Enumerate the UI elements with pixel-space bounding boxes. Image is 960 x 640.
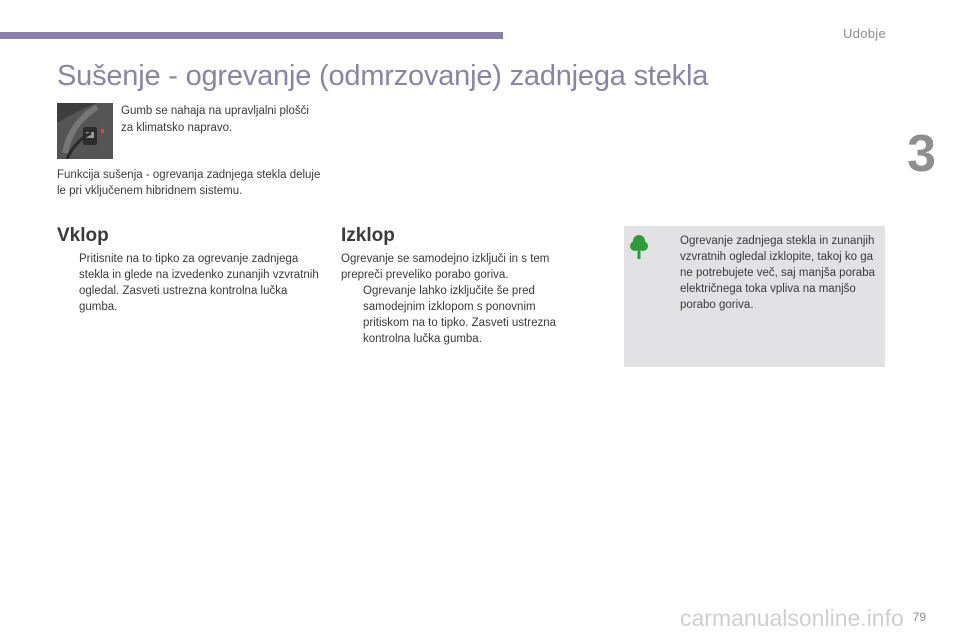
vklop-heading: Vklop <box>57 225 109 246</box>
section-name: Udobje <box>843 26 886 41</box>
page-title: Sušenje - ogrevanje (odmrzovanje) zadnjega stekla <box>57 60 709 92</box>
thumbnail-caption: Gumb se nahaja na upravljalni plošči za klimatsko napravo. <box>121 105 309 134</box>
izklop-heading: Izklop <box>341 225 395 246</box>
list-item <box>57 251 319 315</box>
page-number: 79 <box>912 610 926 624</box>
list-item <box>658 233 878 313</box>
defrost-button-photo <box>57 103 113 159</box>
izklop-text: Ogrevanje se samodejno izključi in s tem prepreči preveliko porabo goriva. <box>341 253 550 281</box>
eco-tip-box <box>624 226 885 367</box>
intro-text: Funkcija sušenja - ogrevanja zadnjega stekla deluje le pri vključenem hibridnem sistemu. <box>57 169 321 197</box>
izklop-section <box>341 251 579 347</box>
eco-tip-text: Ogrevanje zadnjega stekla in zunanjih vzvratnih ogledal izklopite, takoj ko ga ne potrebujete več, saj manjša poraba električnega toka vpliva na manjšo porabo goriva. <box>680 235 875 311</box>
chapter-number: 3 <box>907 125 936 183</box>
vklop-bullet-text: Pritisnite na to tipko za ogrevanje zadnjega stekla in glede na izvedenko zunanjih vzvratnih ogledal. Zasveti ustrezna kontrolna lučka gumba. <box>79 253 319 313</box>
vklop-section <box>57 251 319 315</box>
izklop-bullet-text: Ogrevanje lahko izključite še pred samodejnim izklopom s ponovnim pritiskom na to tipko. Zasveti ustrezna kontrolna lučka gumba. <box>363 285 557 345</box>
rear-defrost-button-image <box>57 103 113 159</box>
header-accent-bar <box>0 32 503 39</box>
eco-tree-icon <box>630 234 648 260</box>
eco-tip-text-block <box>658 233 878 313</box>
watermark: carmanualsonline.info <box>680 605 904 631</box>
list-item <box>341 283 579 347</box>
